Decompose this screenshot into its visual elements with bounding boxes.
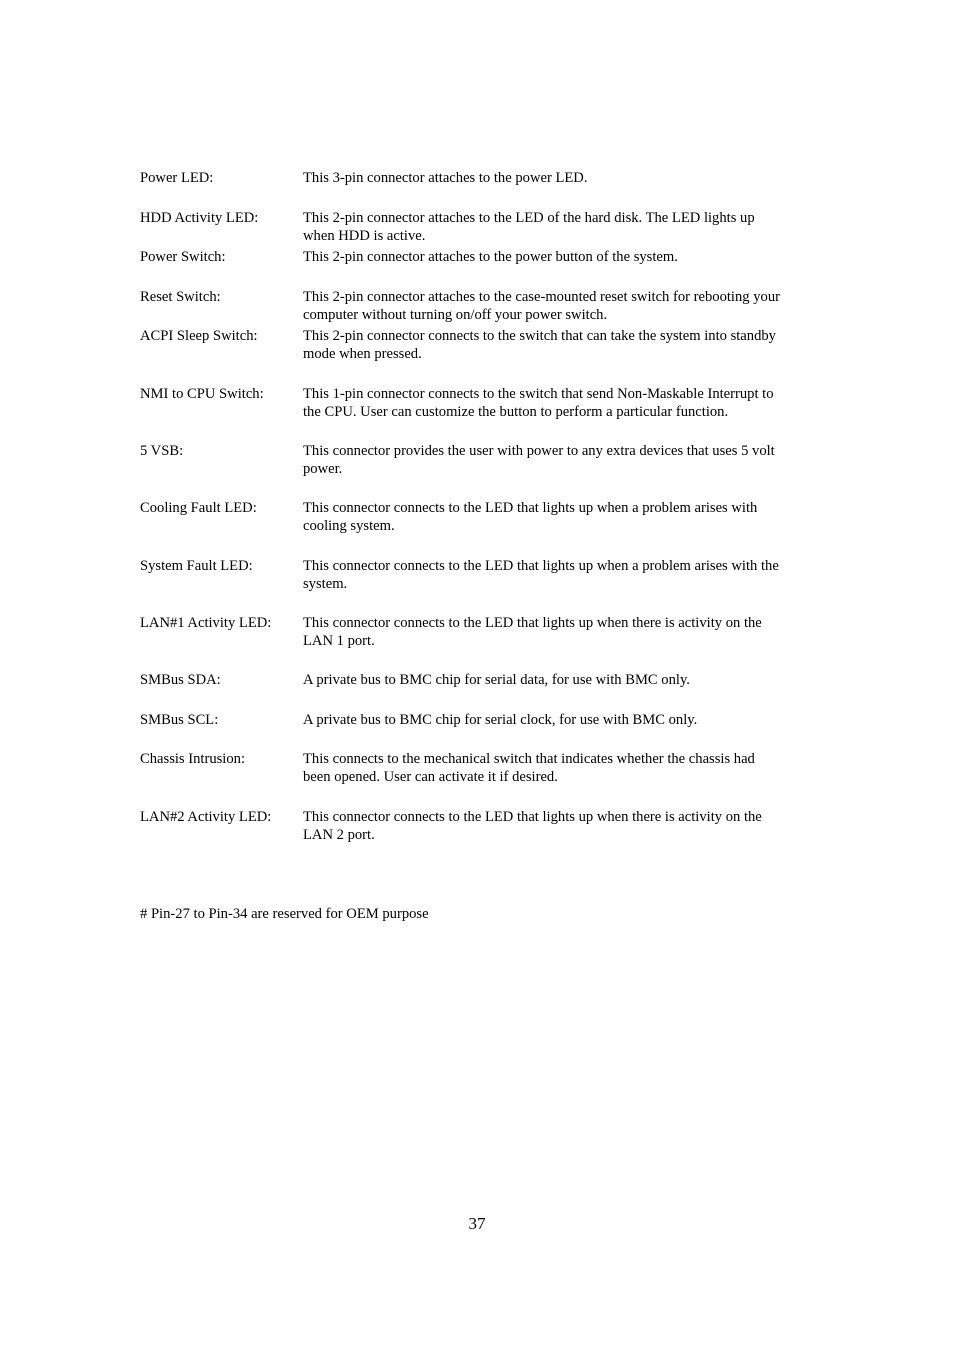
description-line: This 2-pin connector connects to the switch that can take the system into standby bbox=[303, 328, 776, 344]
entry-label: SMBus SDA: bbox=[140, 672, 221, 688]
page-number: 37 bbox=[468, 1214, 486, 1233]
entry-description bbox=[303, 169, 823, 187]
description-line: This 1-pin connector connects to the switch that send Non-Maskable Interrupt to bbox=[303, 386, 774, 402]
description-line: when HDD is active. bbox=[303, 228, 426, 244]
entry-label: ACPI Sleep Switch: bbox=[140, 328, 258, 344]
description-line: This 2-pin connector attaches to the case-mounted reset switch for rebooting your bbox=[303, 289, 780, 305]
description-line: A private bus to BMC chip for serial clock, for use with BMC only. bbox=[303, 712, 698, 728]
entry-description bbox=[303, 248, 823, 266]
description-line: This connector connects to the LED that lights up when a problem arises with bbox=[303, 500, 758, 516]
description-line: This 2-pin connector attaches to the LED of the hard disk. The LED lights up bbox=[303, 210, 755, 226]
entry-description bbox=[303, 557, 823, 593]
entry-label: HDD Activity LED: bbox=[140, 210, 259, 226]
description-line: LAN 1 port. bbox=[303, 633, 375, 649]
entry-label: Reset Switch: bbox=[140, 289, 221, 305]
entry-description bbox=[303, 808, 823, 844]
entry-label: LAN#1 Activity LED: bbox=[140, 615, 272, 631]
entry-description bbox=[303, 288, 823, 324]
description-line: This connector connects to the LED that lights up when there is activity on the bbox=[303, 615, 762, 631]
description-line: This connector provides the user with power to any extra devices that uses 5 volt bbox=[303, 443, 775, 459]
entry-label: System Fault LED: bbox=[140, 558, 253, 574]
description-line: A private bus to BMC chip for serial data, for use with BMC only. bbox=[303, 672, 690, 688]
description-line: power. bbox=[303, 461, 343, 477]
description-line: system. bbox=[303, 576, 348, 592]
entry-description bbox=[303, 442, 823, 478]
entry-label: 5 VSB: bbox=[140, 443, 184, 459]
entry-label: Power LED: bbox=[140, 170, 214, 186]
entry-description bbox=[303, 750, 823, 786]
entry-description bbox=[303, 327, 823, 363]
description-line: This connector connects to the LED that lights up when a problem arises with the bbox=[303, 558, 779, 574]
description-line: This connects to the mechanical switch that indicates whether the chassis had bbox=[303, 751, 755, 767]
description-line: computer without turning on/off your power switch. bbox=[303, 307, 608, 323]
entry-description bbox=[303, 499, 823, 535]
entry-description bbox=[303, 614, 823, 650]
entry-description bbox=[303, 671, 823, 689]
entry-label: LAN#2 Activity LED: bbox=[140, 809, 272, 825]
footnote: # Pin-27 to Pin-34 are reserved for OEM purpose bbox=[140, 906, 429, 922]
entry-label: SMBus SCL: bbox=[140, 712, 219, 728]
entry-label: Cooling Fault LED: bbox=[140, 500, 257, 516]
entry-label: Power Switch: bbox=[140, 249, 226, 265]
description-line: This 3-pin connector attaches to the power LED. bbox=[303, 170, 588, 186]
description-line: This connector connects to the LED that lights up when there is activity on the bbox=[303, 809, 762, 825]
entry-description bbox=[303, 711, 823, 729]
description-line: This 2-pin connector attaches to the power button of the system. bbox=[303, 249, 678, 265]
entry-description bbox=[303, 209, 823, 245]
description-line: been opened. User can activate it if desired. bbox=[303, 769, 558, 785]
description-line: the CPU. User can customize the button to perform a particular function. bbox=[303, 404, 729, 420]
description-line: mode when pressed. bbox=[303, 346, 422, 362]
entry-label: NMI to CPU Switch: bbox=[140, 386, 264, 402]
entry-description bbox=[303, 385, 823, 421]
description-line: LAN 2 port. bbox=[303, 827, 375, 843]
entry-label: Chassis Intrusion: bbox=[140, 751, 245, 767]
description-line: cooling system. bbox=[303, 518, 395, 534]
